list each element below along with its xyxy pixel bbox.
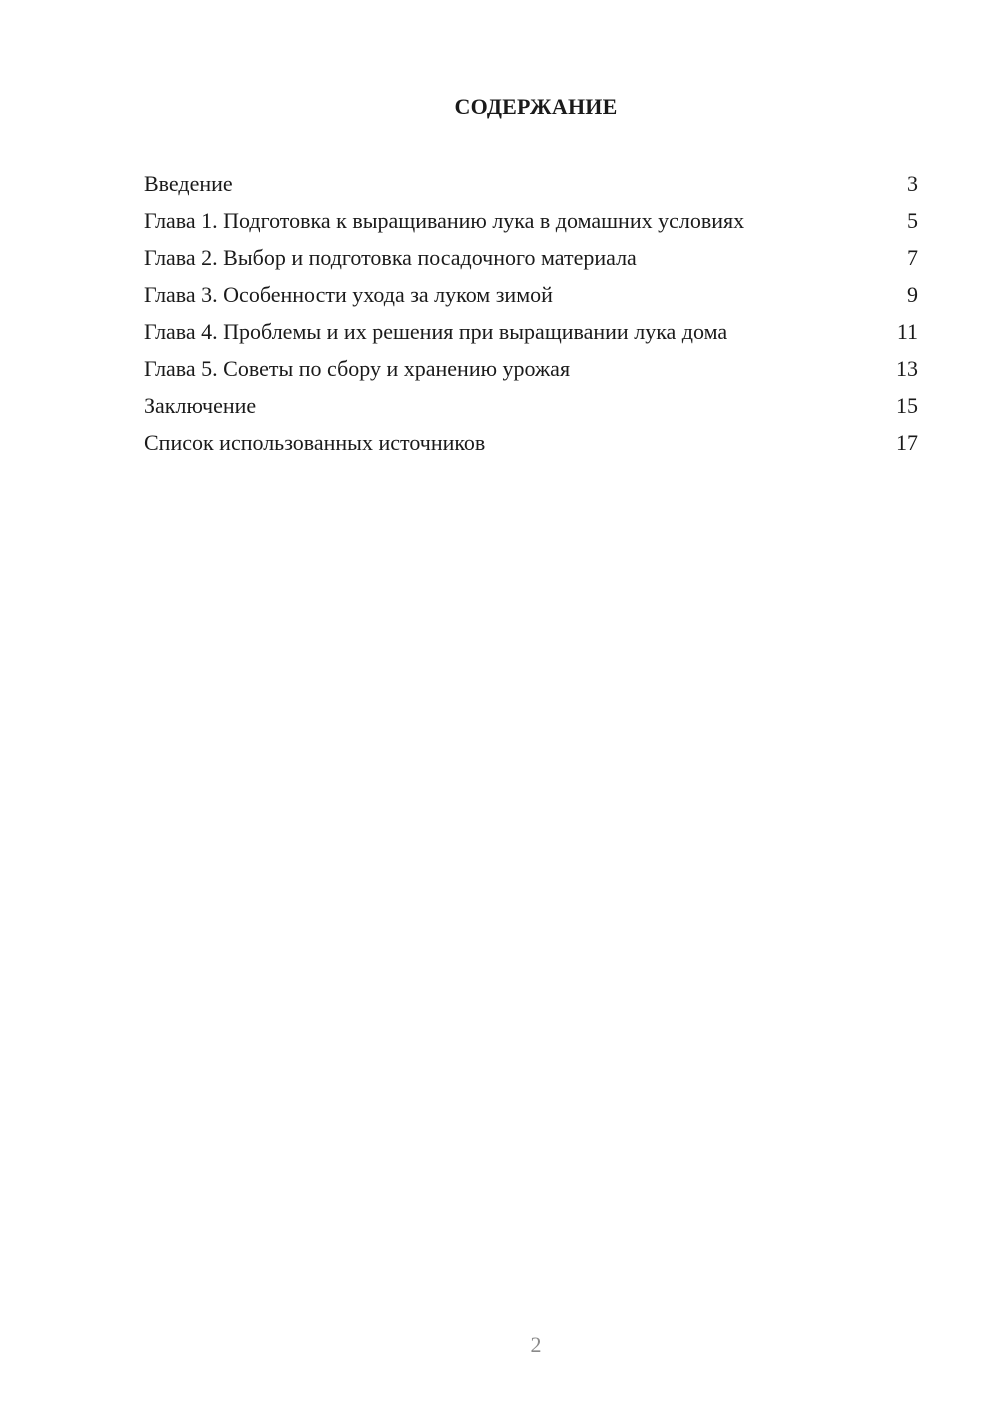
toc-entry-chapter-3[interactable] xyxy=(144,281,918,309)
toc-entry-label: Глава 1. Подготовка к выращиванию лука в домашних условиях xyxy=(144,208,745,233)
toc-entry-page: 9 xyxy=(907,282,918,307)
toc-entry-page: 5 xyxy=(907,208,918,233)
toc-entry-label: Глава 2. Выбор и подготовка посадочного материала xyxy=(144,245,637,270)
toc-entry-chapter-2[interactable] xyxy=(144,244,918,272)
toc-entry-page: 15 xyxy=(896,393,918,418)
toc-entry-label: Глава 4. Проблемы и их решения при выращивании лука дома xyxy=(144,319,728,344)
toc-entry-label: Заключение xyxy=(144,393,257,418)
toc-entry-chapter-4[interactable] xyxy=(144,318,918,346)
toc-entry-chapter-1[interactable] xyxy=(144,207,918,235)
toc-entry-page: 11 xyxy=(896,319,918,344)
toc-entry-page: 7 xyxy=(907,245,918,270)
toc-entry-chapter-5[interactable] xyxy=(144,355,918,383)
toc-entry-references[interactable] xyxy=(144,429,918,457)
table-of-contents xyxy=(144,170,918,466)
toc-entry-label: Введение xyxy=(144,171,233,196)
toc-entry-page: 3 xyxy=(907,171,918,196)
toc-entry-label: Глава 3. Особенности ухода за луком зимой xyxy=(144,282,553,307)
toc-entry-label: Список использованных источников xyxy=(144,430,486,455)
toc-entry-label: Глава 5. Советы по сбору и хранению урожая xyxy=(144,356,571,381)
toc-title: СОДЕРЖАНИЕ xyxy=(454,94,618,119)
page-number: 2 xyxy=(530,1332,542,1357)
toc-entry-page: 17 xyxy=(896,430,918,455)
toc-entry-conclusion[interactable] xyxy=(144,392,918,420)
toc-entry-page: 13 xyxy=(896,356,918,381)
toc-entry-introduction[interactable] xyxy=(144,170,918,198)
